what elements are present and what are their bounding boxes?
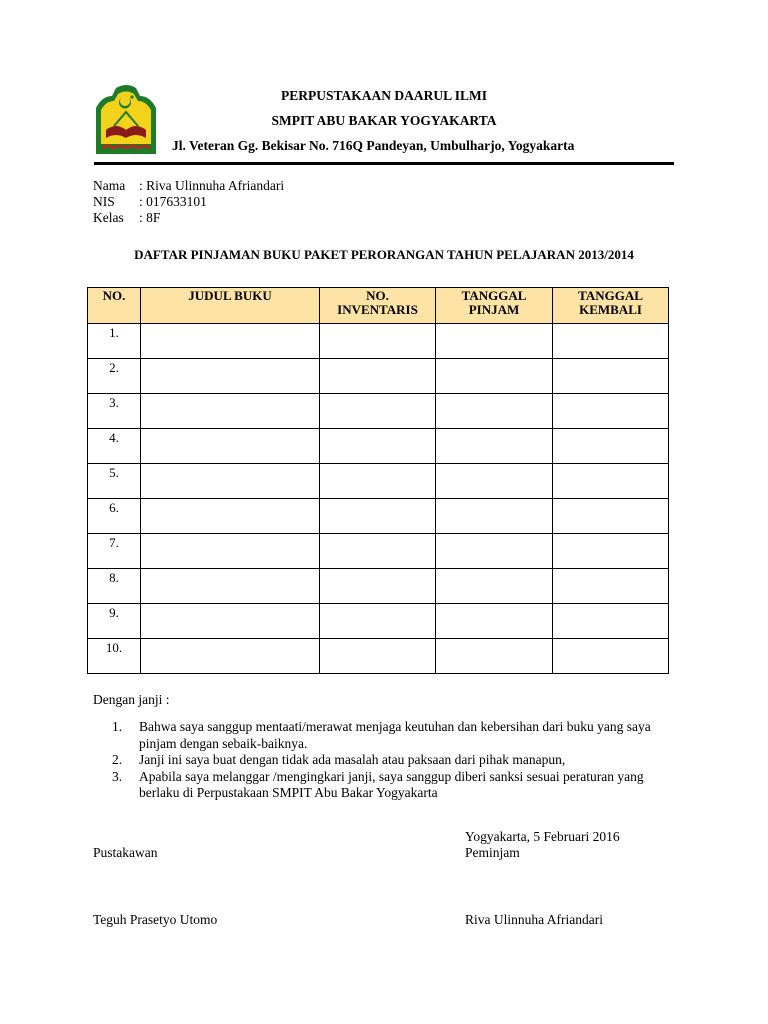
nis-row (93, 194, 284, 210)
book-title-cell (141, 464, 320, 499)
table-row (88, 394, 669, 429)
table-header-row (88, 288, 669, 324)
book-title-cell (141, 639, 320, 674)
promise-item (112, 752, 672, 769)
book-title-cell (141, 499, 320, 534)
return-date-cell (553, 499, 669, 534)
borrow-date-cell (436, 639, 553, 674)
book-title-cell (141, 604, 320, 639)
return-date-cell (553, 394, 669, 429)
inventory-no-cell (320, 639, 436, 674)
header-return-date: TANGGAL KEMBALI (553, 288, 669, 324)
place-date: Yogyakarta, 5 Februari 2016 (465, 829, 620, 844)
row-number: 6. (88, 499, 141, 534)
book-title-cell (141, 394, 320, 429)
name-label: Nama (93, 178, 126, 193)
book-title-cell (141, 429, 320, 464)
librarian-name: Teguh Prasetyo Utomo (93, 912, 218, 927)
header-no: NO. (88, 288, 141, 324)
table-row (88, 464, 669, 499)
promise-number: 3. (112, 768, 123, 784)
borrower-role: Peminjam (465, 845, 520, 860)
letterhead-divider (94, 162, 674, 165)
return-date-cell (553, 534, 669, 569)
borrow-date-cell (436, 324, 553, 359)
class-value: : 8F (139, 210, 161, 225)
borrow-date-cell (436, 534, 553, 569)
school-address: Jl. Veteran Gg. Bekisar No. 716Q Pandeyan, Umbulharjo, Yogyakarta (172, 138, 575, 153)
table-row (88, 604, 669, 639)
borrow-date-cell (436, 394, 553, 429)
header-borrow-date: TANGGAL PINJAM (436, 288, 553, 324)
row-number: 2. (88, 359, 141, 394)
librarian-role: Pustakawan (93, 845, 158, 860)
book-title-cell (141, 324, 320, 359)
promise-number: 2. (112, 752, 123, 767)
row-number: 10. (88, 639, 141, 674)
row-number: 7. (88, 534, 141, 569)
book-title-cell (141, 534, 320, 569)
inventory-no-cell (320, 604, 436, 639)
inventory-no-cell (320, 499, 436, 534)
book-title-cell (141, 359, 320, 394)
header-book-title: JUDUL BUKU (141, 288, 320, 324)
borrow-date-cell (436, 569, 553, 604)
nis-value: : 017633101 (139, 194, 207, 209)
table-row (88, 324, 669, 359)
inventory-no-cell (320, 429, 436, 464)
table-row (88, 534, 669, 569)
class-row (93, 210, 284, 226)
header-inventory-no: NO. INVENTARIS (320, 288, 436, 324)
borrow-date-cell (436, 604, 553, 639)
borrower-name: Riva Ulinnuha Afriandari (465, 912, 603, 927)
return-date-cell (553, 324, 669, 359)
school-name: SMPIT ABU BAKAR YOGYAKARTA (271, 113, 497, 128)
inventory-no-cell (320, 394, 436, 429)
library-name: PERPUSTAKAAN DAARUL ILMI (280, 88, 487, 103)
borrow-date-cell (436, 429, 553, 464)
table-row (88, 499, 669, 534)
borrow-date-cell (436, 499, 553, 534)
return-date-cell (553, 359, 669, 394)
promise-text: Apabila saya melanggar /mengingkari janji, saya sanggup diberi sanksi sesuai peraturan yang berlaku di Perpustakaan SMPIT Abu Bakar Yogyakarta (139, 768, 644, 800)
row-number: 8. (88, 569, 141, 604)
student-identity (93, 178, 284, 226)
row-number: 5. (88, 464, 141, 499)
promise-intro: Dengan janji : (93, 692, 170, 707)
table-row (88, 429, 669, 464)
table-row (88, 569, 669, 604)
row-number: 9. (88, 604, 141, 639)
promise-item (112, 719, 672, 752)
inventory-no-cell (320, 464, 436, 499)
row-number: 4. (88, 429, 141, 464)
inventory-no-cell (320, 534, 436, 569)
return-date-cell (553, 639, 669, 674)
nis-label: NIS (93, 194, 115, 209)
row-number: 1. (88, 324, 141, 359)
inventory-no-cell (320, 359, 436, 394)
name-row (93, 178, 284, 194)
promise-text: Janji ini saya buat dengan tidak ada masalah atau paksaan dari pihak manapun, (139, 752, 566, 767)
document-title: DAFTAR PINJAMAN BUKU PAKET PERORANGAN TAHUN PELAJARAN 2013/2014 (134, 247, 634, 262)
class-label: Kelas (93, 210, 124, 225)
return-date-cell (553, 604, 669, 639)
name-value: : Riva Ulinnuha Afriandari (139, 178, 285, 193)
loan-table (87, 287, 669, 674)
return-date-cell (553, 464, 669, 499)
row-number: 3. (88, 394, 141, 429)
borrow-date-cell (436, 359, 553, 394)
table-row (88, 359, 669, 394)
inventory-no-cell (320, 324, 436, 359)
return-date-cell (553, 569, 669, 604)
table-row (88, 639, 669, 674)
promise-text: Bahwa saya sanggup mentaati/merawat menjaga keutuhan dan kebersihan dari buku yang saya pinjam dengan sebaik-baiknya. (139, 719, 651, 751)
promise-item (112, 769, 672, 802)
return-date-cell (553, 429, 669, 464)
inventory-no-cell (320, 569, 436, 604)
book-title-cell (141, 569, 320, 604)
borrow-date-cell (436, 464, 553, 499)
promise-list (112, 719, 672, 802)
promise-number: 1. (112, 719, 123, 734)
